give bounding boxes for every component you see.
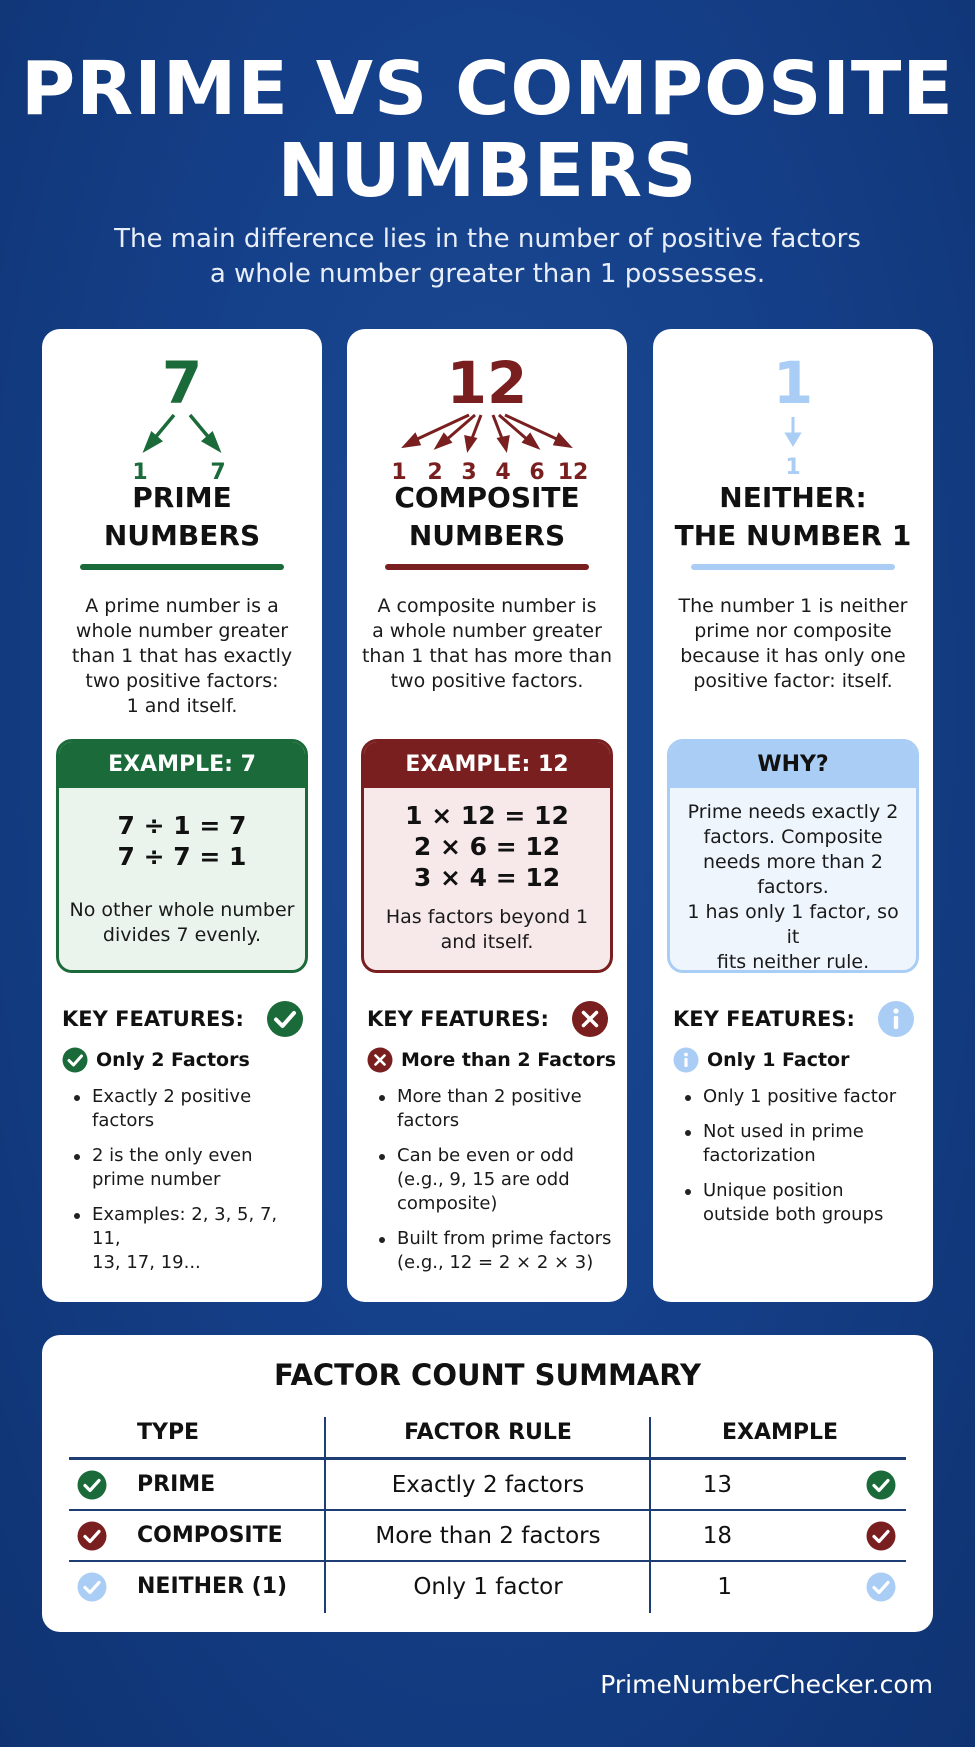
neither-why-box	[667, 739, 919, 973]
neither-feature-title: Only 1 Factor	[707, 1049, 850, 1071]
note-line: Has factors beyond 1	[385, 906, 589, 928]
row-example: 13	[702, 1472, 732, 1498]
composite-example-header: EXAMPLE: 12	[364, 742, 610, 788]
desc-line: two positive factors:	[85, 670, 279, 692]
row-rule: Exactly 2 factors	[391, 1472, 585, 1498]
composite-feature-title: More than 2 Factors	[401, 1049, 617, 1071]
desc-line: A composite number is	[377, 595, 597, 617]
prime-feature-list	[70, 1085, 310, 1286]
neither-feature-list	[681, 1085, 921, 1238]
footer-site-link[interactable]: PrimeNumberChecker.com	[600, 1670, 933, 1699]
page-title	[0, 48, 975, 212]
desc-line: because it has only one	[680, 645, 906, 667]
prime-key-features-label: KEY FEATURES:	[62, 1007, 244, 1031]
note-line: No other whole number	[69, 899, 295, 921]
row-type: PRIME	[137, 1472, 216, 1497]
row-rule: Only 1 factor	[413, 1574, 563, 1600]
list-item: Can be even or odd (e.g., 9, 15 are odd composite)	[375, 1144, 615, 1216]
subtitle-line-2: a whole number greater than 1 possesses.	[209, 259, 766, 289]
neither-why-text	[670, 800, 916, 973]
header-factor-rule: FACTOR RULE	[404, 1420, 572, 1445]
x-icon	[571, 1000, 609, 1038]
neither-card	[653, 329, 933, 1302]
desc-line: two positive factors.	[390, 670, 584, 692]
desc-line: 1 and itself.	[126, 695, 238, 717]
neither-key-features-label: KEY FEATURES:	[673, 1007, 855, 1031]
header-divider	[69, 1457, 906, 1460]
factor-count-summary	[42, 1335, 933, 1632]
row-example: 18	[702, 1523, 732, 1549]
desc-line: prime nor composite	[694, 620, 892, 642]
list-item: Exactly 2 positive factors	[70, 1085, 310, 1133]
note-line: and itself.	[440, 931, 534, 953]
check-icon	[866, 1572, 896, 1602]
prime-example-equations	[59, 810, 305, 872]
prime-factor-2: 7	[210, 460, 226, 485]
composite-factor-6: 12	[557, 460, 589, 485]
composite-description	[361, 594, 613, 694]
composite-number: 12	[446, 349, 528, 417]
list-item: 2 is the only even prime number	[70, 1144, 310, 1192]
equation: 7 ÷ 1 = 7	[117, 811, 247, 840]
desc-line: The number 1 is neither	[678, 595, 908, 617]
composite-card	[347, 329, 627, 1302]
why-line: fits neither rule.	[716, 951, 870, 973]
prime-example-header: EXAMPLE: 7	[59, 742, 305, 788]
prime-example-box	[56, 739, 308, 973]
note-line: divides 7 evenly.	[102, 924, 262, 946]
check-icon	[62, 1047, 88, 1073]
list-item: More than 2 positive factors	[375, 1085, 615, 1133]
composite-factor-2: 2	[427, 460, 443, 485]
summary-title: FACTOR COUNT SUMMARY	[273, 1358, 702, 1392]
x-icon	[367, 1047, 393, 1073]
list-item: Unique position outside both groups	[681, 1179, 921, 1227]
prime-underline	[80, 564, 284, 570]
desc-line: than 1 that has more than	[361, 645, 613, 667]
composite-example-equations	[364, 800, 610, 893]
neither-factor-tree	[653, 341, 933, 491]
header-example: EXAMPLE	[721, 1420, 839, 1445]
info-icon	[877, 1000, 915, 1038]
composite-factor-5: 6	[529, 460, 545, 485]
why-line: Prime needs exactly 2	[687, 801, 899, 823]
neither-description	[667, 594, 919, 694]
prime-card-title	[42, 479, 322, 555]
composite-example-box	[361, 739, 613, 973]
composite-key-features-label: KEY FEATURES:	[367, 1007, 549, 1031]
neither-number: 1	[772, 349, 814, 417]
desc-line: than 1 that has exactly	[71, 645, 293, 667]
list-item: Built from prime factors (e.g., 12 = 2 × 2 × 3)	[375, 1227, 615, 1275]
neither-why-header: WHY?	[670, 742, 916, 788]
row-rule: More than 2 factors	[375, 1523, 601, 1549]
prime-title-line-2: NUMBERS	[103, 519, 261, 552]
title-line-1: PRIME VS COMPOSITE	[21, 46, 954, 132]
composite-factor-tree	[347, 341, 627, 491]
prime-number: 7	[161, 349, 203, 417]
why-line: 1 has only 1 factor, so it	[687, 901, 899, 948]
prime-factor-tree	[42, 341, 322, 491]
equation: 1 × 12 = 12	[405, 801, 569, 830]
equation: 2 × 6 = 12	[413, 832, 561, 861]
composite-underline	[385, 564, 589, 570]
composite-factor-1: 1	[391, 460, 407, 485]
composite-title-line-2: NUMBERS	[408, 519, 566, 552]
desc-line: positive factor: itself.	[693, 670, 893, 692]
list-item: Not used in prime factorization	[681, 1120, 921, 1168]
desc-line: A prime number is a	[85, 595, 279, 617]
row-divider	[69, 1560, 906, 1562]
neither-arrow	[787, 417, 799, 444]
neither-card-title	[653, 479, 933, 555]
desc-line: whole number greater	[75, 620, 289, 642]
equation: 3 × 4 = 12	[413, 863, 561, 892]
why-line: factors. Composite	[703, 826, 883, 848]
check-icon	[77, 1521, 107, 1551]
why-line: needs more than 2	[703, 851, 883, 873]
page-subtitle	[80, 222, 895, 292]
prime-feature-title: Only 2 Factors	[96, 1049, 250, 1071]
desc-line: a whole number greater	[372, 620, 602, 642]
composite-example-note	[364, 905, 610, 955]
prime-example-note	[59, 898, 305, 948]
neither-factor-1: 1	[785, 455, 801, 480]
prime-factor-1: 1	[132, 460, 148, 485]
composite-arrows	[405, 415, 569, 449]
prime-description	[56, 594, 308, 719]
equation: 7 ÷ 7 = 1	[117, 842, 247, 871]
check-icon	[266, 1000, 304, 1038]
list-item: Examples: 2, 3, 5, 7, 11, 13, 17, 19...	[70, 1203, 310, 1275]
row-type: COMPOSITE	[137, 1523, 283, 1548]
composite-factor-3: 3	[461, 460, 477, 485]
subtitle-line-1: The main difference lies in the number of positive factors	[114, 224, 861, 254]
prime-arrows	[146, 415, 218, 449]
info-icon	[673, 1047, 699, 1073]
neither-underline	[691, 564, 895, 570]
row-example: 1	[717, 1574, 732, 1600]
check-icon	[77, 1572, 107, 1602]
row-divider	[69, 1509, 906, 1511]
title-line-2: NUMBERS	[277, 128, 698, 214]
neither-title-line-1: NEITHER:	[719, 481, 867, 514]
composite-title-line-1: COMPOSITE	[394, 481, 580, 514]
composite-card-title	[347, 479, 627, 555]
check-icon	[866, 1521, 896, 1551]
check-icon	[866, 1470, 896, 1500]
neither-title-line-2: THE NUMBER 1	[674, 519, 912, 552]
list-item: Only 1 positive factor	[681, 1085, 921, 1109]
composite-factor-4: 4	[495, 460, 511, 485]
why-line: factors.	[757, 876, 829, 898]
header-type: TYPE	[137, 1420, 200, 1445]
row-type: NEITHER (1)	[137, 1574, 288, 1599]
prime-card	[42, 329, 322, 1302]
prime-title-line-1: PRIME	[132, 481, 232, 514]
composite-feature-list	[375, 1085, 615, 1286]
check-icon	[77, 1470, 107, 1500]
